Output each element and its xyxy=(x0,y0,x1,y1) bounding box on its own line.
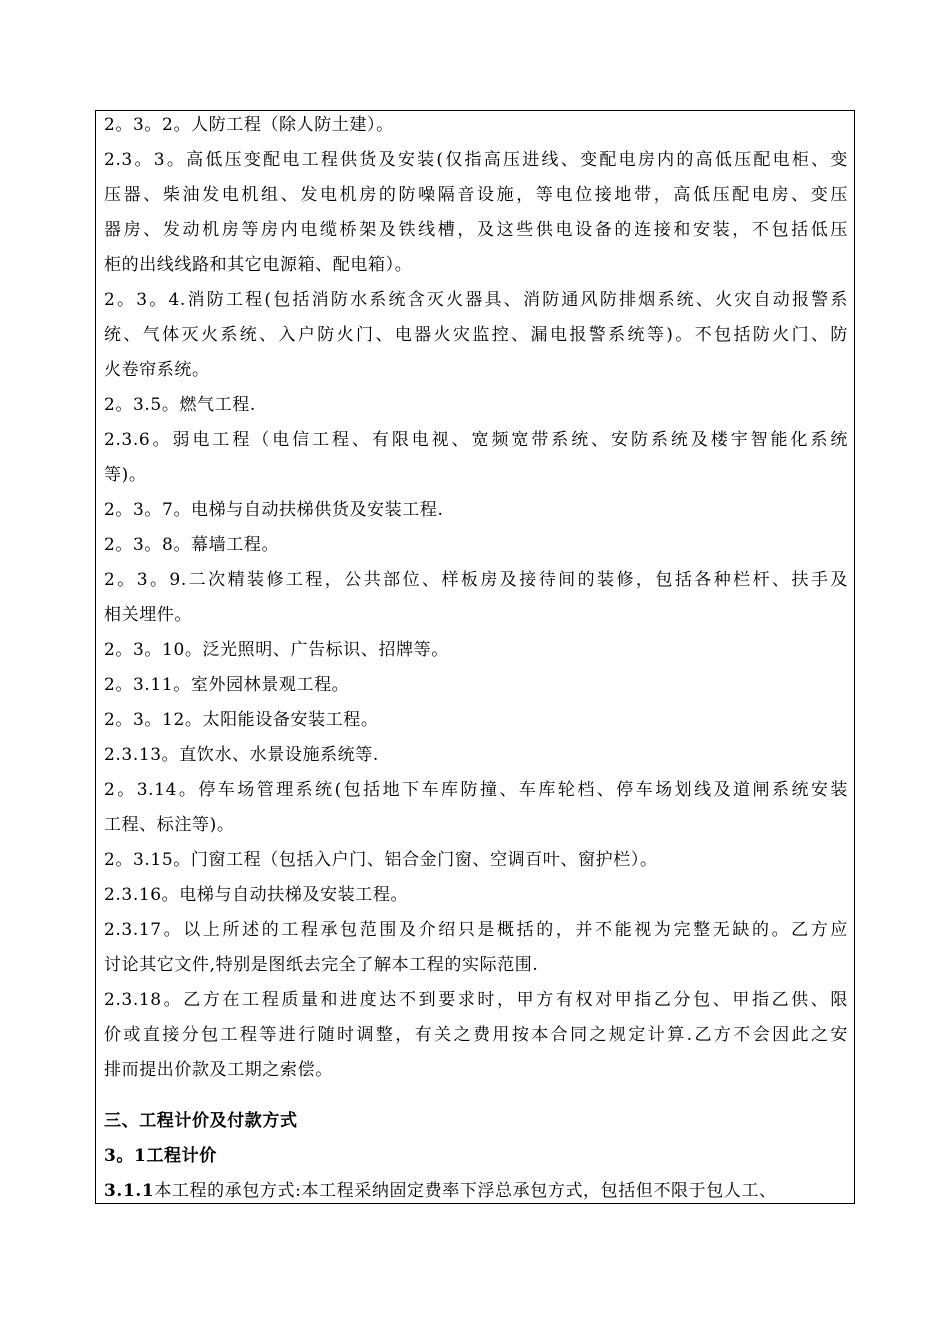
subsection-heading xyxy=(104,1139,848,1174)
paragraph-line: 排而提出价款及工期之索偿。 xyxy=(104,1060,333,1080)
clause-3-1-1 xyxy=(104,1174,848,1204)
paragraph-line: 统、气体灭火系统、入户防火门、电器火灾监控、漏电报警系统等)。不包括防火门、防 xyxy=(104,325,848,345)
paragraph-line: 2。3.15。门窗工程（包括入户门、铝合金门窗、空调百叶、窗护栏）。 xyxy=(104,850,658,870)
paragraph-line: 等)。 xyxy=(104,465,147,485)
paragraph-line: 火卷帘系统。 xyxy=(104,360,210,380)
paragraph-line: 2.3。3。高低压变配电工程供货及安装(仅指高压进线、变配电房内的高低压配电柜、变 xyxy=(104,150,848,170)
paragraph-line: 2。3。10。泛光照明、广告标识、招牌等。 xyxy=(104,640,449,660)
paragraph-line: 压器、柴油发电机组、发电机房的防噪隔音设施，等电位接地带，高低压配电房、变压 xyxy=(104,185,848,205)
paragraph-line: 2。3。2。人防工程（除人防土建）。 xyxy=(104,115,394,135)
paragraph-line: 相关埋件。 xyxy=(104,605,192,625)
paragraph-line: 2.3.18。乙方在工程质量和进度达不到要求时，甲方有权对甲指乙分包、甲指乙供、限 xyxy=(104,990,848,1010)
section-heading-text: 三、工程计价及付款方式 xyxy=(104,1111,298,1131)
clause-number: 3.1.1 xyxy=(104,1181,155,1201)
section-heading xyxy=(104,1104,848,1139)
paragraph-line: 2.3.17。以上所述的工程承包范围及介绍只是概括的，并不能视为完整无缺的。乙方应 xyxy=(104,920,848,940)
paragraph-line: 2。3。12。太阳能设备安装工程。 xyxy=(104,710,379,730)
paragraph-line: 2。3.11。室外园林景观工程。 xyxy=(104,675,350,695)
paragraph-line: 2.3.13。直饮水、水景设施系统等. xyxy=(104,745,379,765)
paragraph-line: 2.3.16。电梯与自动扶梯及安装工程。 xyxy=(104,885,409,905)
paragraph-line: 2。3。9.二次精装修工程，公共部位、样板房及接待间的装修，包括各种栏杆、扶手及 xyxy=(104,570,848,590)
document-frame xyxy=(95,110,855,1204)
paragraph-line: 2。3。7。电梯与自动扶梯供货及安装工程. xyxy=(104,500,444,520)
paragraph-line: 讨论其它文件,特别是图纸去完全了解本工程的实际范围. xyxy=(104,955,539,975)
paragraph-line: 2。3。8。幕墙工程。 xyxy=(104,535,280,555)
paragraph-line: 器房、发动机房等房内电缆桥架及铁线槽，及这些供电设备的连接和安装，不包括低压 xyxy=(104,220,848,240)
paragraph-line: 2.3.6。弱电工程（电信工程、有限电视、宽频宽带系统、安防系统及楼宇智能化系统 xyxy=(104,430,848,450)
subsection-heading-text: 3。1工程计价 xyxy=(104,1146,217,1166)
paragraph-line: 2。3.14。停车场管理系统(包括地下车库防撞、车库轮档、停车场划线及道闸系统安装 xyxy=(104,780,848,800)
paragraph-line: 价或直接分包工程等进行随时调整，有关之费用按本合同之规定计算.乙方不会因此之安 xyxy=(104,1025,848,1045)
paragraph-line: 工程、标注等)。 xyxy=(104,815,235,835)
paragraph-line: 柜的出线线路和其它电源箱、配电箱）。 xyxy=(104,255,413,275)
paragraph-line: 2。3。4.消防工程(包括消防水系统含灭火器具、消防通风防排烟系统、火灾自动报警系 xyxy=(104,290,848,310)
paragraph-line: 2。3.5。燃气工程. xyxy=(104,395,256,415)
clause-text: 本工程的承包方式:本工程采纳固定费率下浮总承包方式，包括但不限于包人工、 xyxy=(154,1181,777,1201)
